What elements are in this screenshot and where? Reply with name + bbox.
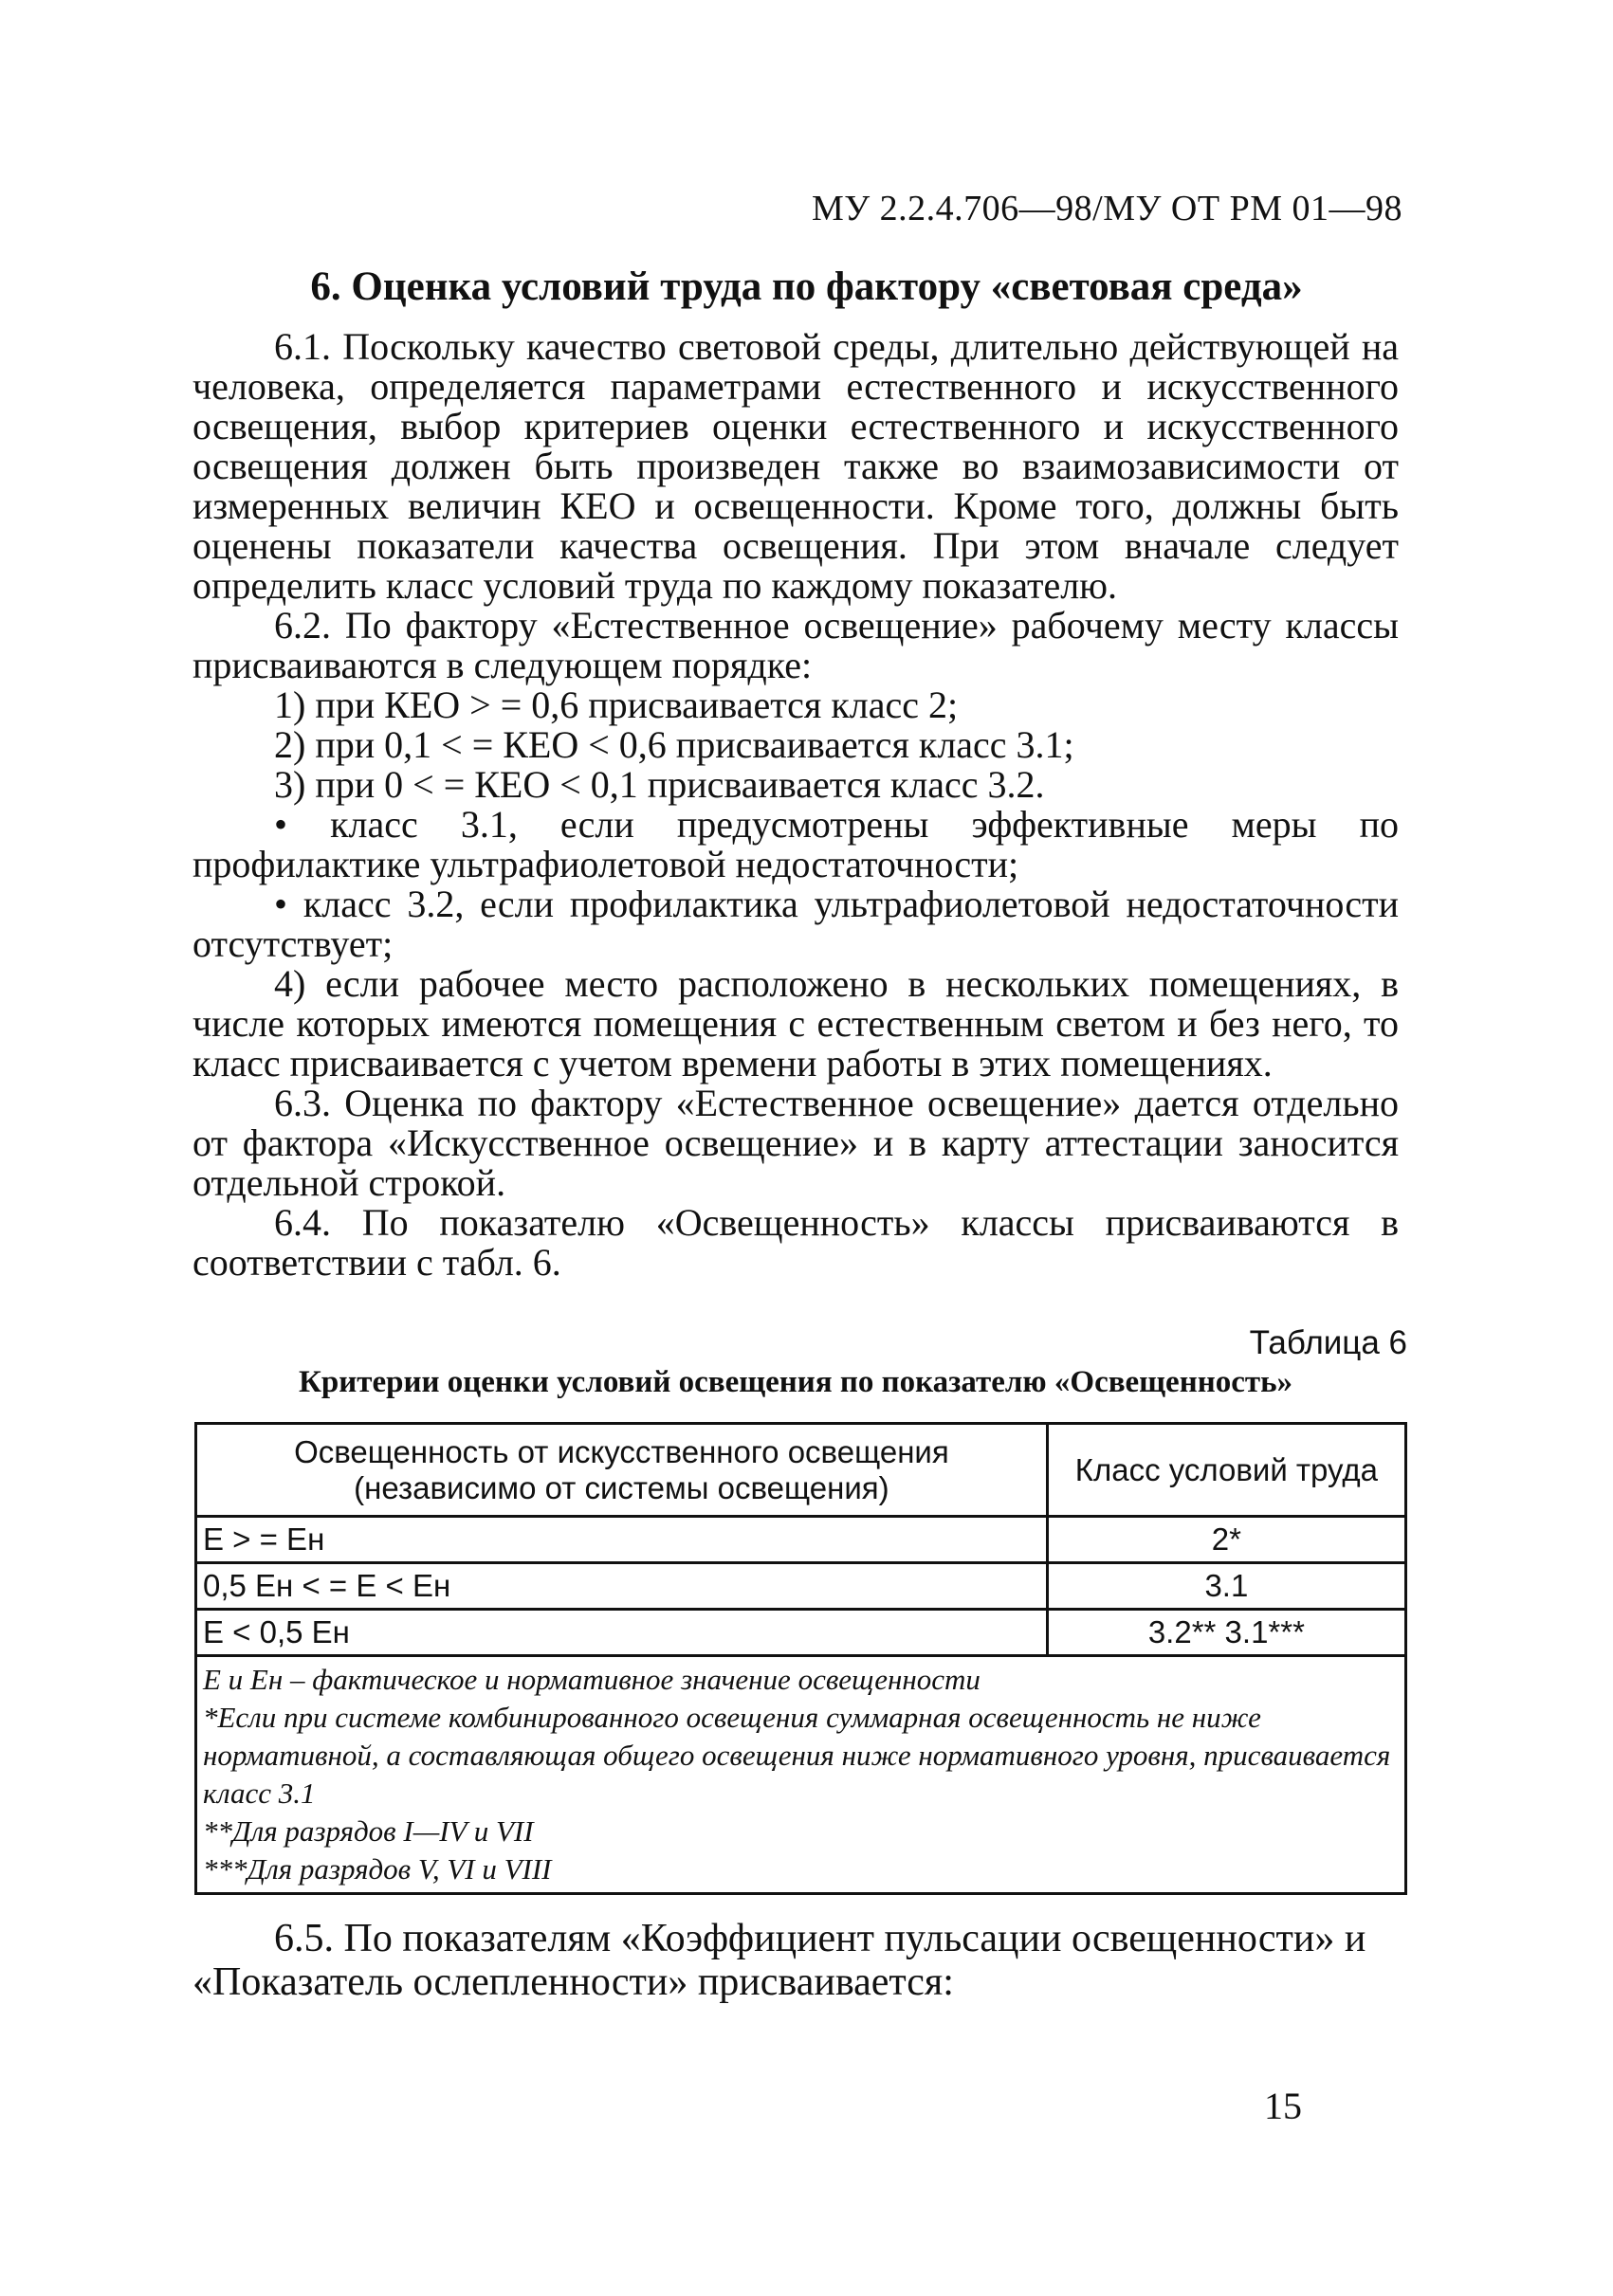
paragraph-6-1: 6.1. Поскольку качество световой среды, длительно действующей на человека, определяется параметрами естественного и искусственного освещения, выбор критериев оценки естественного и искусственного освещения должен быть произведен также во взаимозависимости от измеренных величин КЕО и освещенности. Кроме того, должны быть оценены показатели качества освещения. При этом вначале следует определить класс условий труда по каждому показателю.: [192, 325, 1399, 607]
paragraph-6-4: 6.4. По показателю «Освещенность» классы присваиваются в соответствии с табл. 6.: [192, 1201, 1399, 1284]
note-double-asterisk: **Для разрядов I—IV и VII: [203, 1814, 534, 1848]
note-single-asterisk: *Если при системе комбинированного освещения суммарная освещенность не ниже нормативной, а составляющая общего освещения ниже нормативного уровня, присваивается класс 3.1: [203, 1701, 1391, 1810]
table-label: Таблица 6: [1249, 1324, 1407, 1361]
paragraph-6-5: 6.5. По показателям «Коэффициент пульсации освещенности» и «Показатель ослепленности» присваивается:: [192, 1917, 1366, 2004]
list-item-4: 4) если рабочее место расположено в нескольких помещениях, в числе которых имеются помещения с естественным светом и без него, то класс присваивается с учетом времени работы в этих помещениях.: [192, 962, 1399, 1084]
closing-text: [192, 1917, 1399, 2004]
paragraph-6-2: 6.2. По фактору «Естественное освещение» рабочему месту классы присваиваются в следующем порядке:: [192, 604, 1399, 686]
table-cell-condition: E < 0,5 Eн: [196, 1610, 1048, 1656]
list-item-2: 2) при 0,1 < = КЕО < 0,6 присваивается класс 3.1;: [274, 723, 1074, 766]
list-item-1: 1) при КЕО > = 0,6 присваивается класс 2;: [274, 683, 959, 726]
table-cell-class: 3.2** 3.1***: [1047, 1610, 1405, 1656]
table-header-row: [196, 1424, 1406, 1517]
table-header-class: Класс условий труда: [1047, 1424, 1405, 1517]
table-cell-condition: 0,5 Eн < = E < Eн: [196, 1563, 1048, 1610]
paragraph-6-3: 6.3. Оценка по фактору «Естественное освещение» дается отдельно от фактора «Искусственное освещение» и в карту аттестации заносится отдельной строкой.: [192, 1082, 1399, 1204]
body-text: [192, 327, 1399, 1283]
table-notes: [196, 1656, 1406, 1894]
criteria-table: [194, 1422, 1407, 1895]
table-row: [196, 1610, 1406, 1656]
section-title: 6. Оценка условий труда по фактору «световая среда»: [310, 264, 1303, 309]
table-cell-class: 3.1: [1047, 1563, 1405, 1610]
document-code: МУ 2.2.4.706—98/МУ ОТ РМ 01—98: [811, 189, 1402, 228]
table-row: [196, 1517, 1406, 1563]
table-row: [196, 1563, 1406, 1610]
page-number: 15: [1264, 2085, 1302, 2127]
list-item-3: 3) при 0 < = КЕО < 0,1 присваивается класс 3.2.: [274, 763, 1045, 806]
table-cell-class: 2*: [1047, 1517, 1405, 1563]
note-triple-asterisk: ***Для разрядов V, VI и VIII: [203, 1852, 552, 1886]
bullet-class-3-2: • класс 3.2, если профилактика ультрафиолетовой недостаточности отсутствует;: [192, 883, 1399, 965]
table-header-illuminance: Освещенность от искусственного освещения (независимо от системы освещения): [196, 1424, 1048, 1517]
note-definition: E и Eн – фактическое и нормативное значение освещенности: [203, 1663, 981, 1696]
bullet-class-3-1: • класс 3.1, если предусмотрены эффективные меры по профилактике ультрафиолетовой недостаточности;: [192, 803, 1399, 885]
table-cell-condition: E > = Eн: [196, 1517, 1048, 1563]
table-caption: Критерии оценки условий освещения по показателю «Освещенность»: [298, 1365, 1293, 1399]
table-notes-row: [196, 1656, 1406, 1894]
